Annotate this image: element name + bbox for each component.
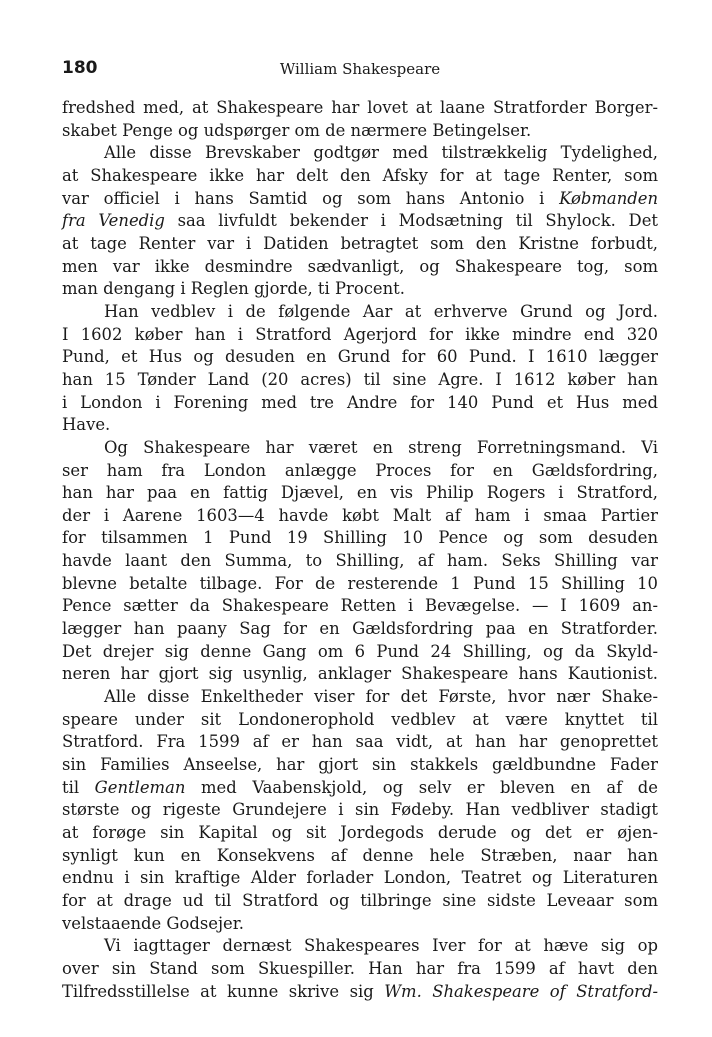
text-segment: var officiel i hans Samtid og som hans Antonio i <box>62 188 545 208</box>
paragraph-2 <box>62 142 658 301</box>
text-line: Have. <box>62 415 111 435</box>
page-number: 180 <box>62 58 98 78</box>
text-line: lægger han paany Sag for en Gældsfordring paa en Stratforder. <box>62 619 658 639</box>
running-title: William Shakespeare <box>279 60 441 78</box>
text-line: Pence sætter da Shakespeare Retten i Bevægelse. — I 1609 an- <box>62 596 658 616</box>
text-line: han har paa en fattig Djævel, en vis Philip Rogers i Stratford, <box>62 483 658 503</box>
italic-signature: Wm. Shakespeare of Stratford- <box>384 981 658 1001</box>
text-line: Stratford. Fra 1599 af er han saa vidt, at han har genoprettet <box>62 732 658 752</box>
text-line: for at drage ud til Stratford og tilbringe sine sidste Leveaar som <box>62 890 658 910</box>
text-line: man dengang i Reglen gjorde, ti Procent. <box>62 279 405 299</box>
text-line: Vi iagttager dernæst Shakespeares Iver for at hæve sig op <box>104 936 658 956</box>
text-line: I 1602 køber han i Stratford Agerjord for ikke mindre end 320 <box>62 324 658 344</box>
text-segment: saa livfuldt bekender i Modsætning til Shylock. Det <box>177 211 658 231</box>
text-line: fredshed med, at Shakespeare har lovet at laane Stratforder Borger- <box>62 98 658 117</box>
text-line: speare under sit Londonerophold vedblev at være knyttet til <box>62 709 658 729</box>
text-line <box>62 188 658 211</box>
text-segment: til <box>62 777 80 797</box>
text-line: sin Families Anseelse, har gjort sin stakkels gældbundne Fader <box>62 755 658 775</box>
paragraph-5 <box>62 686 658 935</box>
text-line: Alle disse Brevskaber godtgør med tilstrækkelig Tydelighed, <box>104 143 658 163</box>
text-line: Han vedblev i de følgende Aar at erhverve Grund og Jord. <box>104 301 658 321</box>
text-line: at forøge sin Kapital og sit Jordegods derude og det er øjen- <box>62 823 658 842</box>
text-line: over sin Stand som Skuespiller. Han har fra 1599 af havt den <box>62 958 658 978</box>
paragraph-6 <box>62 935 658 1003</box>
text-line: neren har gjort sig usynlig, anklager Shakespeare hans Kautionist. <box>62 664 658 684</box>
italic-title: Købmanden <box>559 188 658 208</box>
text-line: synligt kun en Konsekvens af denne hele Stræben, naar han <box>62 845 658 865</box>
text-line: største og rigeste Grundejere i sin Fødeby. Han vedbliver stadigt <box>62 800 658 820</box>
text-line: havde laant den Summa, to Shilling, af ham. Seks Shilling var <box>62 551 658 571</box>
page-body <box>62 97 658 1003</box>
text-line: men var ikke desmindre sædvanligt, og Shakespeare tog, som <box>62 256 658 276</box>
text-line: blevne betalte tilbage. For de resterende 1 Pund 15 Shilling 10 <box>62 573 658 593</box>
text-line: Alle disse Enkeltheder viser for det Første, hvor nær Shake- <box>104 687 658 707</box>
italic-title: fra Venedig <box>62 211 165 231</box>
text-line <box>62 210 658 233</box>
text-line: han 15 Tønder Land (20 acres) til sine Agre. I 1612 køber han <box>62 369 658 389</box>
text-line: at tage Renter var i Datiden betragtet som den Kristne forbudt, <box>62 233 658 253</box>
text-line: at Shakespeare ikke har delt den Afsky for at tage Renter, som <box>62 165 658 185</box>
text-segment: Tilfredsstillelse at kunne skrive sig <box>62 981 374 1001</box>
italic-word: Gentleman <box>94 777 186 797</box>
text-segment: med Vaabenskjold, og selv er bleven en af de <box>201 777 659 797</box>
paragraph-3 <box>62 301 658 437</box>
text-line: Pund, et Hus og desuden en Grund for 60 Pund. I 1610 lægger <box>62 347 658 367</box>
text-line: i London i Forening med tre Andre for 140 Pund et Hus med <box>62 392 658 412</box>
text-line: for tilsammen 1 Pund 19 Shilling 10 Pence og som desuden <box>62 528 658 548</box>
text-line: ser ham fra London anlægge Proces for en Gældsfordring, <box>62 460 658 480</box>
text-line: endnu i sin kraftige Alder forlader London, Teatret og Literaturen <box>62 868 658 888</box>
page-header <box>62 58 658 84</box>
text-line: Og Shakespeare har været en streng Forretningsmand. Vi <box>104 437 658 457</box>
text-line: skabet Penge og udspørger om de nærmere Betingelser. <box>62 120 532 140</box>
text-line <box>62 981 658 1004</box>
text-line: der i Aarene 1603—4 havde købt Malt af ham i smaa Partier <box>62 505 658 525</box>
text-line: velstaaende Godsejer. <box>62 913 244 933</box>
paragraph-4 <box>62 437 658 686</box>
text-line <box>62 777 658 800</box>
text-line: Det drejer sig denne Gang om 6 Pund 24 Shilling, og da Skyld- <box>62 641 658 661</box>
paragraph-1 <box>62 97 658 142</box>
